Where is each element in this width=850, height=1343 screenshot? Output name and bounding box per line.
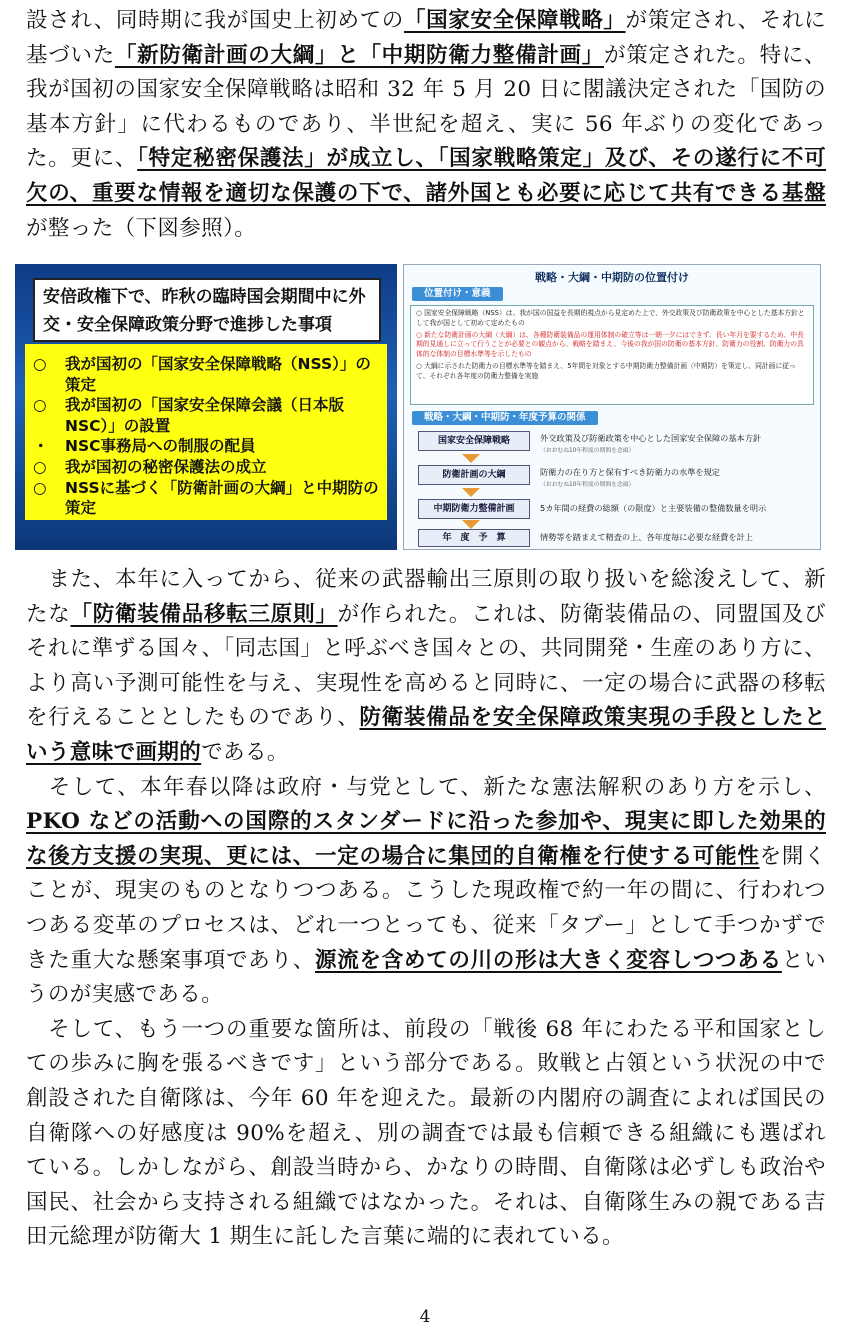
bullet-mark: ○: [33, 396, 47, 415]
list-item-text: 我が国初の秘密保護法の成立: [65, 457, 267, 476]
paragraph-4-text: そして、もう一つの重要な箇所は、前段の「戦後 68 年にわたる平和国家としての歩みに胸を張るべきです」という部分である。敗戦と占領という状況の中で創設された自衛隊は、今年 60 年を迎えた。最新の内閣府の調査によれば国民の自衛隊への好感度は 90%を超え、別の調査では最も信頼できる組織にも選ばれている。しかしながら、創設当時から、かなりの時間、自衛隊は必ずしも政治や国民、社会から支持される組織ではなかった。それは、自衛隊生みの親である吉田元総理が防衛大 1 期生に託した言葉に端的に表れている。: [26, 1016, 826, 1250]
page-number: 4: [419, 1307, 431, 1327]
step-desc: 情勢等を踏まえて精査の上、各年度毎に必要な経費を計上: [540, 532, 753, 542]
list-item: [33, 395, 379, 436]
bullet-mark: ○: [33, 457, 47, 476]
step-defense-guidelines: 防衛計画の大綱: [418, 465, 530, 485]
positioning-line: ○ 新たな防衛計画の大綱（大綱）は、各種防衛装備品の運用体制の確立等は一朝一夕にはできず、長い年月を要するため、中長期的見通しに立って行うことが必要との観点から、戦略を踏まえ、今後の我が国の防衛の基本方針、防衛力の役割、防衛力の具体的な体制の目標水準等を示したもの: [416, 330, 804, 359]
strategy-positioning-diagram: [403, 264, 821, 550]
defense-program-guidelines-underline: 「新防衛計画の大綱」と「中期防衛力整備計画」: [114, 42, 604, 68]
list-item-text: NSSに基づく「防衛計画の大綱」と中期防の策定: [65, 478, 379, 518]
step-desc: 防衛力の在り方と保有すべき防衛力の水準を規定: [540, 467, 720, 477]
policy-progress-slide: [15, 264, 397, 550]
national-security-strategy-underline: 「国家安全保障戦略」: [403, 8, 626, 33]
paragraph-2-text-1: また、本年に入ってから、従来の武器輸出三原則の取り扱いを総浚えして、新たな: [26, 567, 826, 627]
policy-progress-title: 安倍政権下で、昨秋の臨時国会期間中に外交・安全保障政策分野で進捗した事項: [33, 278, 381, 342]
paragraph-3-text-3: というのが実感である。: [26, 947, 827, 1008]
secrecy-law-underline: 「特定秘密保護法」が成立し、「国家戦略策定」及び、その遂行に不可欠の、重要な情報を適切な保護の下で、諸外国とも必要に応じて共有できる基盤: [26, 146, 826, 206]
collective-self-defense-underline: PKO などの活動への国際的スタンダードに沿った参加や、現実に即した効果的な後方支援の実現、更には、一定の場合に集団的自衛権を行使する可能性: [26, 809, 826, 869]
step-desc: 外交政策及び防衛政策を中心とした国家安全保障の基本方針: [540, 433, 762, 443]
down-arrow-icon: [462, 520, 480, 529]
paragraph-1-text-3: が策定された。特に、我が国初の国家安全保障戦略は昭和 32 年 5 月 20 日に閣議決定された「国防の基本方針」に代わるものであり、半世紀を超え、実に 56 年ぶりの変化であった。更に、: [26, 42, 826, 172]
list-item: [33, 457, 379, 478]
down-arrow-icon: [462, 454, 480, 463]
list-item: [33, 436, 379, 457]
paragraph-2-text-3: である。: [201, 739, 289, 765]
paragraph-1-text-2: が策定され、それに基づいた: [26, 8, 826, 68]
list-item-text: NSC事務局への制服の配員: [65, 437, 256, 456]
step-desc: 5カ年間の経費の総額（の限度）と主要装備の整備数量を明示: [540, 503, 767, 513]
bullet-mark: ○: [33, 478, 47, 497]
section-label-relationship: 戦略・大綱・中期防・年度予算の関係: [412, 411, 598, 425]
positioning-line: ○ 大綱に示された防衛力の目標水準等を踏まえ、5年間を対象とする中期防衛力整備計画（中期防）を策定し、同計画に従って、それぞれ各年度の防衛力整備を実施: [416, 361, 796, 380]
positioning-line: ○ 国家安全保障戦略（NSS）は、我が国の国益を長期的視点から見定めた上で、外交政策及び防衛政策を中心とした基本方針として我が国として初めて定めたもの: [416, 309, 805, 327]
paragraph-3-text-2: を開くことが、現実のものとなりつつある。こうした現政権で約一年の間に、行われつつある変革のプロセスは、どれ一つとっても、従来「タブー」として手つかずできた重大な懸案事項であり、: [26, 843, 826, 973]
step-note: （おおむね10年程度の期間を念頭）: [540, 448, 635, 454]
paragraph-1: [26, 4, 826, 246]
step-note: （おおむね10年程度の期間を念頭）: [540, 482, 635, 488]
list-item: [33, 478, 379, 519]
step-annual-budget: 年 度 予 算: [418, 529, 530, 547]
down-arrow-icon: [462, 488, 480, 497]
positioning-box: [410, 305, 814, 405]
paragraph-1-text-4: が整った（下図参照）。: [26, 215, 257, 241]
paragraph-2-text-2: が作られた。これは、防衛装備品の、同盟国及びそれに準ずる国々、「同志国」と呼ぶべき国々との、共同開発・生産のあり方に、より高い予測可能性を与え、実現性を高めると同時に、一定の場合に武器の移転を行えることとしたものであり、: [26, 601, 826, 731]
list-item: [33, 354, 379, 395]
bullet-mark: ○: [33, 355, 47, 373]
figures-row: [15, 264, 821, 550]
paragraph-3-text-1: そして、本年春以降は政府・与党として、新たな憲法解釈のあり方を示し、: [26, 774, 826, 800]
defense-equipment-policy-underline: 防衛装備品を安全保障政策実現の手段としたという意味で画期的: [26, 705, 826, 765]
defense-equipment-transfer-underline: 「防衛装備品移転三原則」: [70, 601, 338, 627]
list-item-text: 我が国初の「国家安全保障戦略（NSS）」の策定: [65, 355, 371, 394]
paragraph-1-text-1: 設され、同時期に我が国史上初めての: [26, 8, 404, 33]
section-label-positioning: 位置付け・意義: [412, 287, 503, 301]
diagram-title: 戦略・大綱・中期防の位置付け: [535, 271, 689, 284]
list-item-text: 我が国初の「国家安全保障会議（日本版NSC）」の設置: [65, 396, 345, 435]
policy-progress-list: [25, 344, 387, 520]
bullet-mark: ・: [33, 437, 49, 456]
river-shape-change-underline: 源流を含めての川の形は大きく変容しつつある: [315, 947, 782, 973]
paragraph-2: [26, 563, 826, 1255]
step-mid-term-plan: 中期防衛力整備計画: [418, 499, 530, 519]
step-national-security-strategy: 国家安全保障戦略: [418, 431, 530, 451]
